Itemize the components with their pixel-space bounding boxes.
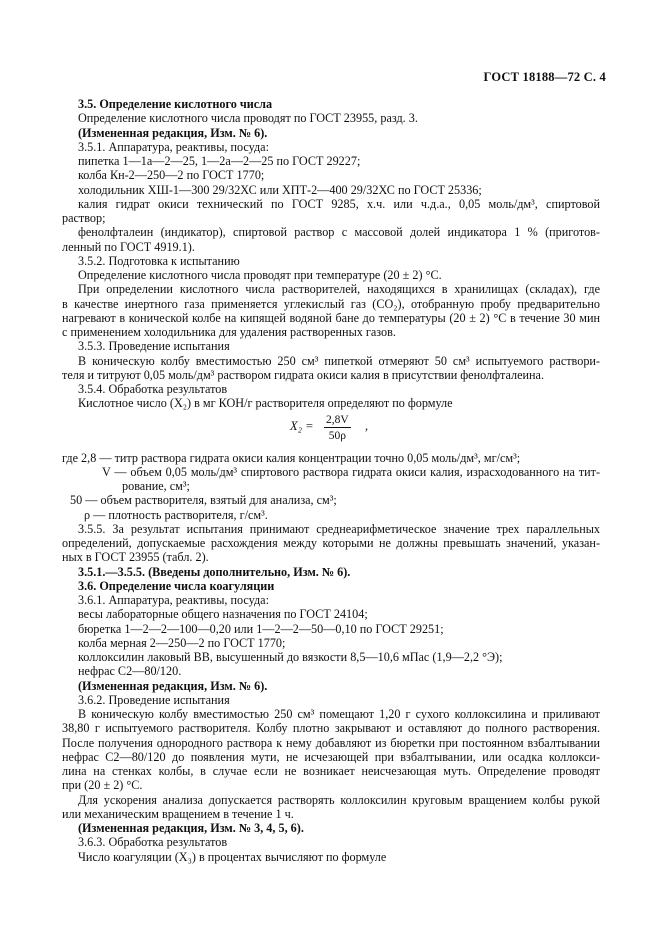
formula-acid-number	[62, 411, 600, 451]
paragraph-line: при (20 ± 2) °С.	[62, 778, 143, 793]
paragraph-line: в качестве инертного газа применяется углекислый газ (CO₂), отобранную пробу предварительно	[62, 296, 600, 311]
paragraph-line: лина на стенках колбы, в случае если не возникает неисчезающая муть. Определение проводят	[62, 764, 600, 778]
paragraph-line: Число коагуляции (X₃) в процентах вычисляют по формуле	[78, 849, 387, 864]
list-item: пипетка 1—1а—2—25, 1—2а—2—25 по ГОСТ 29227;	[78, 154, 361, 168]
paragraph-line: При определении кислотного числа растворителей, находящихся в хранилищах (складах), где	[78, 282, 600, 297]
paragraph-line: В коническую колбу вместимостью 250 см³ помещают 1,20 г сухого коллоксилина и приливают	[78, 707, 600, 721]
definition-line: 50 — объем растворителя, взятый для анализа, см³;	[70, 493, 337, 508]
list-item-continuation: раствор;	[62, 211, 106, 225]
formula-tail: ,	[365, 418, 369, 433]
paragraph-line: или механическим вращением в течение 1 ч.	[62, 806, 294, 821]
paragraph-line: 38,80 г испытуемого растворителя. Колбу плотно закрывают и оставляют до полного растворения.	[62, 721, 600, 736]
paragraph-line: В коническую колбу вместимостью 250 см³ пипеткой отмеряют 50 см³ испытуемого раствори-	[78, 353, 600, 368]
list-item: фенолфталеин (индикатор), спиртовой раствор с массовой долей индикатора 1 % (приготов-	[78, 225, 600, 240]
paragraph-line: нефрас С2—80/120 до появления мути, не исчезающей при взбалтывании, или осадка коллокси-	[62, 749, 600, 764]
subsection-heading: 3.6.2. Проведение испытания	[78, 692, 230, 707]
paragraph-line: Кислотное число (X₂) в мг КОН/г растворителя определяют по формуле	[78, 396, 453, 411]
paragraph-line: нагревают в конической колбе на кипящей водяной бане до температуры (20 ± 2) °С в течение 30 мин	[62, 310, 600, 325]
list-item: калия гидрат окиси технический по ГОСТ 9285, х.ч. или ч.д.а., 0,05 моль/дм³, спиртовой	[78, 196, 600, 211]
amendment-note: (Измененная редакция, Изм. № 3, 4, 5, 6).	[78, 821, 304, 835]
paragraph-line: Для ускорения анализа допускается растворять коллоксилин круговым вращением колбы рукой	[78, 792, 600, 807]
subsection-heading: 3.6.1. Аппаратура, реактивы, посуда:	[78, 593, 269, 607]
list-item: колба мерная 2—250—2 по ГОСТ 1770;	[78, 635, 286, 650]
list-item-continuation: ленный по ГОСТ 4919.1).	[62, 239, 195, 254]
formula-numerator: 2,8V	[324, 413, 351, 428]
subsection-heading: 3.5.3. Проведение испытания	[78, 339, 230, 354]
definition-line: ρ — плотность растворителя, г/см³.	[84, 507, 268, 522]
document-body	[62, 97, 600, 864]
list-item: бюретка 1—2—2—100—0,20 или 1—2—2—50—0,10 по ГОСТ 29251;	[78, 621, 444, 636]
amendment-note: 3.5.1.—3.5.5. (Введены дополнительно, Изм. № 6).	[78, 564, 351, 579]
paragraph-line: теля и титруют 0,05 моль/дм³ раствором гидрата окиси калия в присутствии фенолфталеина.	[62, 367, 545, 382]
list-item: колба Кн-2—250—2 по ГОСТ 1770;	[78, 168, 265, 183]
paragraph-line: Определение кислотного числа проводят по ГОСТ 23955, разд. 3.	[78, 111, 418, 126]
subsection-heading: 3.5.4. Обработка результатов	[78, 382, 228, 396]
paragraph-line: с применением холодильника для удаления растворенных газов.	[62, 325, 396, 339]
paragraph-line: 3.5.5. За результат испытания принимают среднеарифметическое значение трех параллельных	[78, 521, 600, 536]
list-item: нефрас С2—80/120.	[78, 664, 182, 679]
formula-denominator: 50ρ	[328, 429, 346, 442]
paragraph-line: После получения однородного раствора к нему добавляют из бюретки при постоянном взбалтывании	[62, 735, 600, 750]
amendment-note: (Измененная редакция, Изм. № 6).	[78, 125, 268, 140]
subsection-heading: 3.5.1. Аппаратура, реактивы, посуда:	[78, 139, 269, 154]
paragraph-line: Определение кислотного числа проводят при температуре (20 ± 2) °С.	[78, 268, 442, 282]
formula-lhs: X₂ =	[290, 418, 314, 433]
definition-line: где 2,8 — титр раствора гидрата окиси калия концентрации точно 0,05 моль/дм³, мг/см³;	[62, 450, 521, 465]
list-item: холодильник ХШ-1—300 29/32ХС или ХПТ-2—400 29/32ХС по ГОСТ 25336;	[78, 182, 482, 197]
section-heading: 3.6. Определение числа коагуляции	[78, 578, 275, 593]
subsection-heading: 3.5.2. Подготовка к испытанию	[78, 253, 240, 268]
definition-line: рование, см³;	[122, 479, 190, 493]
page-header: ГОСТ 18188—72 С. 4	[483, 70, 606, 84]
definition-line: V — объем 0,05 моль/дм³ спиртового раствора гидрата окиси калия, израсходованного на тит-	[102, 464, 600, 479]
amendment-note: (Измененная редакция, Изм. № 6).	[78, 678, 268, 693]
subsection-heading: 3.6.3. Обработка результатов	[78, 835, 228, 850]
list-item: коллоксилин лаковый ВВ, высушенный до вязкости 8,5—10,6 мПас (1,9—2,2 °Э);	[78, 650, 503, 664]
list-item: весы лабораторные общего назначения по ГОСТ 24104;	[78, 607, 368, 622]
paragraph-line: определений, допускаемые расхождения между которыми не должны превышать значений, указан-	[62, 536, 600, 550]
section-heading: 3.5. Определение кислотного числа	[78, 97, 273, 111]
paragraph-line: ных в ГОСТ 23955 (табл. 2).	[62, 550, 209, 565]
formula-fraction	[324, 413, 351, 444]
